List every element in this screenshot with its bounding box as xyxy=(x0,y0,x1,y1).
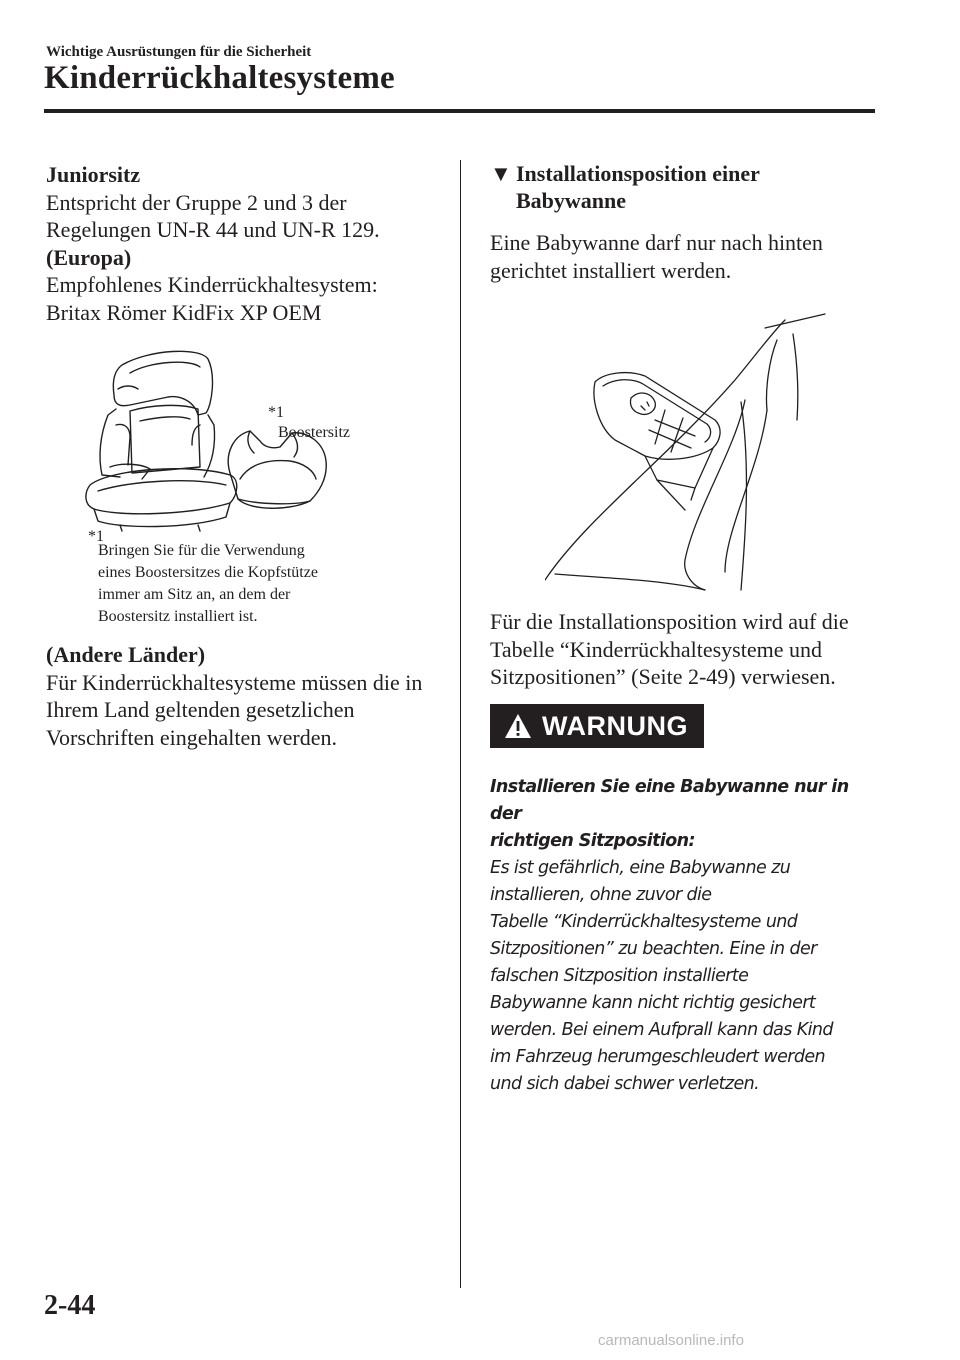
installation-heading-line: Installationsposition einer xyxy=(516,161,760,186)
booster-footnote-mark: *1 xyxy=(268,404,284,421)
warning-line: werden. Bei einem Aufprall kann das Kind xyxy=(490,1020,833,1040)
warning-line: falschen Sitzposition installierte xyxy=(490,966,749,986)
booster-label: Boostersitz xyxy=(278,424,350,441)
page-number: 2-44 xyxy=(44,1290,96,1321)
carrycot-illustration xyxy=(545,310,835,600)
booster-callout xyxy=(268,404,350,444)
figure-footnote xyxy=(98,540,388,628)
warning-triangle-icon xyxy=(504,712,532,740)
warning-line: und sich dabei schwer verletzen. xyxy=(490,1074,760,1094)
junior-seat-drawing xyxy=(86,351,237,531)
other-countries-section xyxy=(46,641,446,751)
junior-seat-section xyxy=(46,161,446,326)
warning-badge xyxy=(490,704,704,748)
installation-heading xyxy=(490,160,760,214)
warning-bold-line: richtigen Sitzposition: xyxy=(490,831,695,851)
intro-line: Eine Babywanne darf nur nach hinten xyxy=(490,230,823,255)
column-divider xyxy=(460,160,461,1288)
footnote-mark: *1 xyxy=(88,528,104,545)
warning-label: WARNUNG xyxy=(542,710,688,741)
footnote-line: eines Boostersitzes die Kopfstütze xyxy=(98,564,318,581)
reference-text xyxy=(490,608,880,691)
warning-line: installieren, ohne zuvor die xyxy=(490,885,712,905)
triangle-bullet-icon: ▼ xyxy=(490,161,512,186)
warning-body xyxy=(490,774,875,1098)
junior-heading: Juniorsitz xyxy=(46,162,141,187)
other-countries-line: Für Kinderrückhaltesysteme müssen die in xyxy=(46,669,423,695)
reference-line: Für die Installationsposition wird auf die xyxy=(490,609,849,634)
junior-text-line: Regelungen UN-R 44 und UN-R 129. xyxy=(46,217,380,242)
junior-text-line: Entspricht der Gruppe 2 und 3 der xyxy=(46,189,347,215)
installation-heading-line: Babywanne xyxy=(516,188,627,213)
carrycot-drawing xyxy=(594,373,720,510)
carrycot-intro xyxy=(490,229,880,284)
watermark: carmanualsonline.info xyxy=(598,1332,744,1349)
page-title: Kinderrückhaltesysteme xyxy=(44,60,395,96)
intro-line: gerichtet installiert werden. xyxy=(490,257,732,283)
other-countries-heading: (Andere Länder) xyxy=(46,642,206,667)
warning-line: Tabelle “Kinderrückhaltesysteme und xyxy=(490,912,798,932)
other-countries-line: Ihrem Land geltenden gesetzlichen xyxy=(46,697,355,722)
europe-text-line: Britax Römer KidFix XP OEM xyxy=(46,299,322,325)
reference-line: Sitzpositionen” (Seite 2-49) verwiesen. xyxy=(490,664,836,689)
warning-line: Babywanne kann nicht richtig gesichert xyxy=(490,993,816,1013)
warning-line: im Fahrzeug herumgeschleudert werden xyxy=(490,1047,826,1067)
title-rule xyxy=(44,109,875,113)
reference-line: Tabelle “Kinderrückhaltesysteme und xyxy=(490,636,822,662)
section-label: Wichtige Ausrüstungen für die Sicherheit xyxy=(46,44,312,60)
footnote-line: immer am Sitz an, an dem der xyxy=(98,586,291,603)
footnote-line: Boostersitz installiert ist. xyxy=(98,608,258,625)
other-countries-line: Vorschriften eingehalten werden. xyxy=(46,724,337,750)
seat-back-drawing xyxy=(545,314,825,590)
warning-line: Sitzpositionen” zu beachten. Eine in der xyxy=(490,939,817,959)
warning-line: Es ist gefährlich, eine Babywanne zu xyxy=(490,858,791,878)
europe-heading: (Europa) xyxy=(46,244,132,270)
footnote-line: Bringen Sie für die Verwendung xyxy=(98,542,305,559)
warning-bold-line: Installieren Sie eine Babywanne nur in der xyxy=(490,777,849,824)
europe-text-line: Empfohlenes Kinderrückhaltesystem: xyxy=(46,272,378,297)
